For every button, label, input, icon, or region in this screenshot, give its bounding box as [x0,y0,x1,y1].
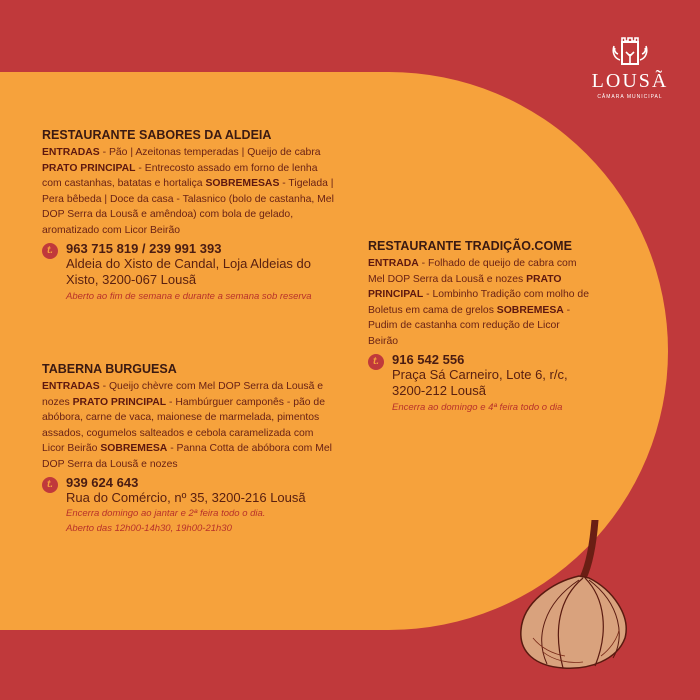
sobremesa-label: SOBREMESA [100,443,168,455]
contact-details [392,352,568,415]
phone-badge-icon: t. [368,354,384,370]
entradas-label: ENTRADAS [42,381,100,392]
address-line-1: Aldeia do Xisto de Candal, Loja Aldeias do [66,255,312,271]
logo-wordmark: LOUSÃ [591,70,669,92]
restaurant-menu [42,379,334,473]
sobremesa-text: - Panna Cotta de abóbora com Mel DOP Serra da Lousã e nozes [42,443,332,470]
contact-info [42,241,334,304]
opening-note: Encerra domingo ao jantar e 2ª feira todo o dia. [66,508,266,520]
restaurant-menu [42,145,334,239]
principal-label: PRATO PRINCIPAL [42,162,136,174]
address-line-1: Rua do Comércio, nº 35, 3200-216 Lousã [66,489,306,505]
opening-note: Encerra ao domingo e 4ª feira todo o dia [392,401,563,413]
restaurant-card-tradicao [368,239,590,415]
garlic-illustration [513,520,633,670]
entradas-text: - Pão | Azeitonas temperadas | Queijo de cabra [99,147,321,158]
logo-subtitle: CÂMARA MUNICIPAL [597,94,663,100]
opening-note: Aberto ao fim de semana e durante a semana sob reserva [66,290,312,302]
phone-number[interactable]: 963 715 819 / 239 991 393 [66,240,222,256]
opening-hours: Aberto das 12h00-14h30, 19h00-21h30 [66,523,232,535]
phone-badge-icon: t. [42,243,58,259]
phone-number[interactable]: 916 542 556 [392,351,465,367]
restaurant-title: TABERNA BURGUESA [42,362,177,376]
sobremesa-text: - Tigelada | Pera bêbeda | Doce da casa - Talasnico (bolo de castanha, Mel DOP Serra da Lousã e amêndoa) com bola de gelado, aromatizado com Licor Beirão [42,178,334,236]
sobremesa-label: SOBREMESAS [205,178,280,190]
restaurant-card-sabores [42,128,334,304]
restaurant-card-taberna [42,362,334,536]
principal-label: PRATO PRINCIPAL [368,273,562,301]
principal-text: - Lombinho Tradição com molho de Boletus em cama de grelos [368,289,589,316]
entradas-text: - Folhado de queijo de cabra com Mel DOP Serra da Lousã e nozes [368,258,577,285]
restaurant-title: RESTAURANTE TRADIÇÃO.COME [368,239,572,253]
entradas-text: - Queijo chèvre com Mel DOP Serra da Lousã e nozes [42,381,324,408]
contact-info [42,475,334,537]
sobremesa-text: - Pudim de castanha com redução de Licor Beirão [368,304,571,347]
contact-info [368,352,590,415]
principal-label: PRATO PRINCIPAL [72,396,167,408]
restaurant-title: RESTAURANTE SABORES DA ALDEIA [42,128,272,142]
address-line-1: Praça Sá Carneiro, Lote 6, r/c, [392,366,568,382]
phone-number[interactable]: 939 624 643 [66,474,139,490]
entradas-label: ENTRADA [368,258,419,269]
address-line-2: 3200-212 Lousã [392,383,486,399]
address-line-2: Xisto, 3200-067 Lousã [66,272,197,288]
contact-details [66,475,306,537]
contact-details [66,241,312,304]
lousa-logo[interactable] [590,36,670,100]
principal-text: - Entrecosto assado em forno de lenha com castanhas, batatas e hortaliça [42,162,318,190]
restaurant-menu [368,256,590,350]
castle-tree-icon [610,36,650,68]
entradas-label: ENTRADAS [42,147,100,158]
phone-badge-icon: t. [42,477,58,493]
principal-text: - Hambúrguer camponês - pão de abóbora, carne de vaca, maionese de marmelada, pimentos assados, cogumelos salteados e cebola caramelizada com Licor Beirão [42,396,325,455]
sobremesa-label: SOBREMESA [496,304,564,316]
